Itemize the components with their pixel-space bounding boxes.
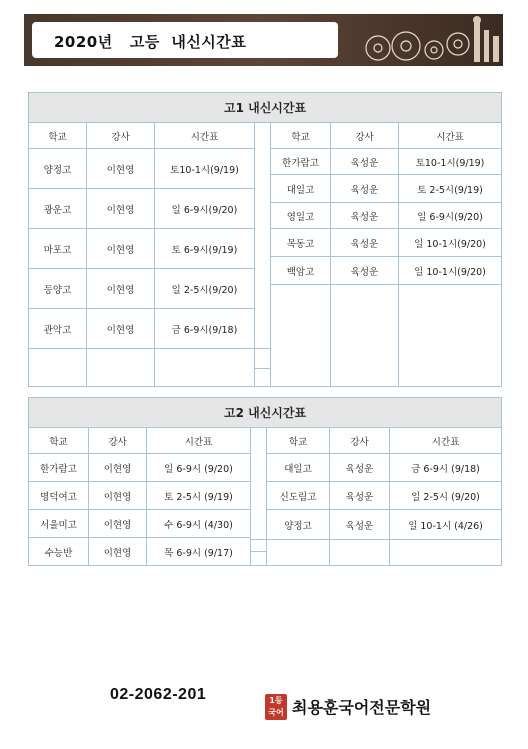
table-cell: 이현영	[89, 510, 147, 538]
grade2-timetable	[28, 397, 502, 566]
table-cell: 이현영	[87, 309, 155, 349]
column-gap	[255, 203, 271, 229]
table-cell: 일 2-5시 (9/20)	[390, 482, 502, 510]
table-cell: 마포고	[29, 229, 87, 269]
table-cell: 한가람고	[271, 149, 331, 175]
film-reel-decoration	[354, 14, 503, 66]
header-school: 학교	[267, 428, 330, 454]
table-cell: 이현영	[87, 149, 155, 189]
column-gap	[255, 349, 271, 369]
table-cell	[399, 285, 502, 387]
table-cell: 육성운	[330, 482, 390, 510]
academy-logo: 1등 국어	[265, 694, 287, 720]
column-gap	[255, 309, 271, 349]
page-title: 2020년 고등 내신시간표	[54, 33, 247, 51]
table-cell: 토 2-5시(9/19)	[399, 175, 502, 203]
table-cell	[29, 349, 87, 387]
table-cell: 영일고	[271, 203, 331, 229]
table-cell: 수 6-9시 (4/30)	[147, 510, 251, 538]
table-cell: 육성운	[331, 229, 399, 257]
column-gap	[255, 149, 271, 175]
table-cell: 토 6-9시(9/19)	[155, 229, 255, 269]
header-schedule: 시간표	[155, 123, 255, 149]
column-gap	[255, 369, 271, 387]
grade2-caption: 고2 내신시간표	[29, 398, 502, 428]
table-cell: 일 10-1시 (4/26)	[390, 510, 502, 540]
header-schedule: 시간표	[390, 428, 502, 454]
table-cell: 이현영	[89, 454, 147, 482]
column-gap	[251, 510, 267, 538]
table-cell: 서울미고	[29, 510, 89, 538]
table-cell: 토10-1시(9/19)	[155, 149, 255, 189]
table-cell: 일 6-9시 (9/20)	[147, 454, 251, 482]
academy-name: 최용훈국어전문학원	[292, 698, 432, 717]
table-cell: 한가람고	[29, 454, 89, 482]
table-cell: 양정고	[29, 149, 87, 189]
column-gap	[255, 285, 271, 309]
table-cell: 토 2-5시 (9/19)	[147, 482, 251, 510]
table-cell: 광운고	[29, 189, 87, 229]
column-gap	[255, 229, 271, 257]
column-gap	[255, 189, 271, 203]
header-schedule: 시간표	[147, 428, 251, 454]
table-cell	[390, 540, 502, 566]
column-gap	[251, 428, 267, 454]
grade1-caption: 고1 내신시간표	[29, 93, 502, 123]
table-cell	[267, 540, 330, 566]
table-cell: 양정고	[267, 510, 330, 540]
grade1-timetable	[28, 92, 502, 387]
table-cell	[271, 285, 331, 387]
table-cell: 금 6-9시(9/18)	[155, 309, 255, 349]
table-cell: 육성운	[331, 257, 399, 285]
table-cell: 이현영	[89, 538, 147, 566]
column-gap	[251, 482, 267, 510]
table-cell	[87, 349, 155, 387]
header-teacher: 강사	[330, 428, 390, 454]
header-schedule: 시간표	[399, 123, 502, 149]
header-school: 학교	[271, 123, 331, 149]
table-cell: 이현영	[87, 229, 155, 269]
column-gap	[255, 257, 271, 269]
header-banner	[24, 14, 503, 66]
table-cell	[155, 349, 255, 387]
table-cell: 등양고	[29, 269, 87, 309]
header-school: 학교	[29, 123, 87, 149]
table-cell: 육성운	[330, 454, 390, 482]
table-cell: 육성운	[330, 510, 390, 540]
table-cell: 금 6-9시 (9/18)	[390, 454, 502, 482]
table-cell: 일 2-5시(9/20)	[155, 269, 255, 309]
table-cell: 이현영	[89, 482, 147, 510]
table-cell: 관악고	[29, 309, 87, 349]
header-teacher: 강사	[89, 428, 147, 454]
table-cell: 토10-1시(9/19)	[399, 149, 502, 175]
column-gap	[255, 175, 271, 189]
table-cell: 일 10-1시(9/20)	[399, 229, 502, 257]
header-teacher: 강사	[331, 123, 399, 149]
table-cell: 대일고	[267, 454, 330, 482]
title-box	[32, 22, 338, 58]
table-cell: 일 6-9시(9/20)	[399, 203, 502, 229]
column-gap	[251, 454, 267, 482]
table-cell: 육성운	[331, 175, 399, 203]
table-cell: 목 6-9시 (9/17)	[147, 538, 251, 566]
table-cell	[331, 285, 399, 387]
table-cell: 백암고	[271, 257, 331, 285]
column-gap	[251, 540, 267, 552]
table-cell: 수능반	[29, 538, 89, 566]
header-school: 학교	[29, 428, 89, 454]
table-cell: 신도림고	[267, 482, 330, 510]
header-teacher: 강사	[87, 123, 155, 149]
table-cell: 목동고	[271, 229, 331, 257]
table-cell: 일 10-1시(9/20)	[399, 257, 502, 285]
table-cell: 육성운	[331, 203, 399, 229]
table-cell	[330, 540, 390, 566]
column-gap	[251, 552, 267, 566]
table-cell: 이현영	[87, 269, 155, 309]
phone-number: 02-2062-201	[110, 686, 207, 703]
table-cell: 명덕여고	[29, 482, 89, 510]
table-cell: 대일고	[271, 175, 331, 203]
table-cell: 일 6-9시(9/20)	[155, 189, 255, 229]
table-cell: 육성운	[331, 149, 399, 175]
column-gap	[255, 269, 271, 285]
table-cell: 이현영	[87, 189, 155, 229]
column-gap	[255, 123, 271, 149]
